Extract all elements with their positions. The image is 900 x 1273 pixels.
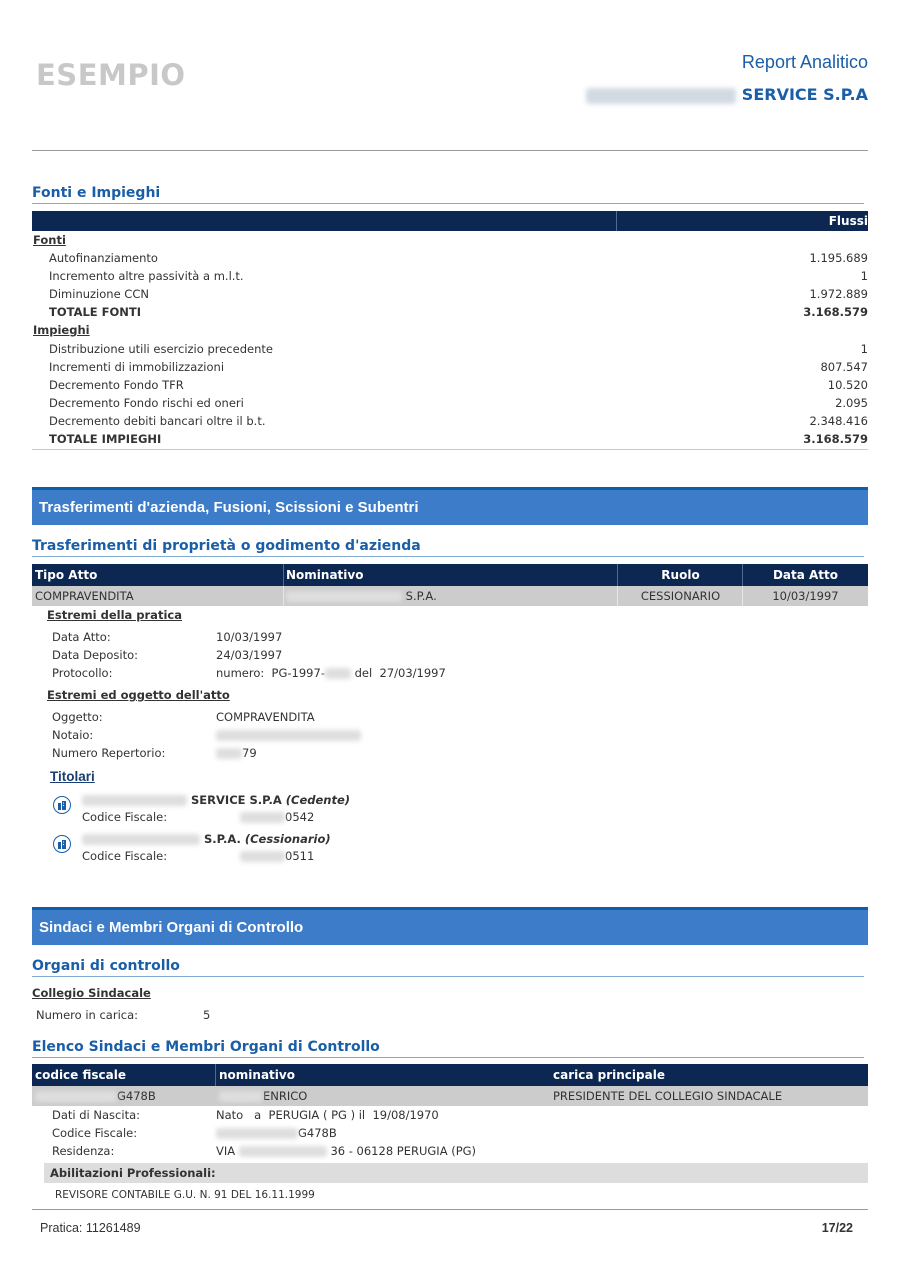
section-title-fonti-impieghi: Fonti e Impieghi: [32, 185, 864, 204]
column-nominativo: nominativo: [219, 1068, 295, 1082]
column-data-atto: Data Atto: [772, 568, 839, 582]
titolari-title: Titolari: [50, 769, 95, 784]
column-tipo-atto: Tipo Atto: [35, 568, 98, 582]
table-row: Incremento altre passività a m.l.t. 1: [49, 269, 868, 283]
watermark: ESEMPIO: [36, 58, 186, 92]
table-row: COMPRAVENDITA S.P.A. CESSIONARIO 10/03/1997: [32, 586, 868, 606]
redacted-repertorio: [216, 748, 242, 760]
abilitazioni-bar: [44, 1163, 868, 1183]
company-suffix: SERVICE S.P.A: [741, 85, 868, 104]
titolare-cf-label: Codice Fiscale:: [82, 849, 168, 863]
total-fonti-row: TOTALE FONTI 3.168.579: [49, 305, 868, 319]
total-impieghi-row: TOTALE IMPIEGHI 3.168.579: [32, 430, 868, 450]
company-name: [586, 85, 868, 104]
table-row: Diminuzione CCN 1.972.889: [49, 287, 868, 301]
table-row: Decremento debiti bancari oltre il b.t. 2.348.416: [49, 414, 868, 428]
numero-carica-value: 5: [203, 1008, 211, 1022]
data-deposito-label: Data Deposito:: [52, 648, 138, 662]
section-title-elenco: Elenco Sindaci e Membri Organi di Controllo: [32, 1039, 864, 1058]
collegio-title: Collegio Sindacale: [32, 986, 151, 1000]
table-row: Distribuzione utili esercizio precedente 1: [49, 342, 868, 356]
titolare-role: (Cedente): [285, 793, 351, 807]
repertorio-value: 79: [216, 746, 257, 760]
table-row: G478B ENRICO PRESIDENTE DEL COLLEGIO SINDACALE: [32, 1086, 868, 1106]
report-title: Report Analitico: [741, 52, 868, 72]
section-band-trasferimenti: Trasferimenti d'azienda, Fusioni, Scissioni e Subentri: [32, 487, 868, 525]
column-flussi: Flussi: [828, 214, 868, 228]
cf-value: G478B: [216, 1126, 337, 1140]
header-divider: [32, 150, 868, 151]
redacted-cf: [240, 851, 285, 863]
redacted-surname: [219, 1091, 263, 1103]
section-title-trasferimenti: Trasferimenti di proprietà o godimento d'azienda: [32, 538, 864, 557]
oggetto-label: Oggetto:: [52, 710, 103, 724]
redacted-notaio: [216, 730, 361, 742]
titolare-cf-value: 0511: [240, 849, 314, 863]
redacted-cf: [216, 1128, 298, 1140]
table-row: Autofinanziamento 1.195.689: [49, 251, 868, 265]
data-atto-label: Data Atto:: [52, 630, 111, 644]
table-row: Decremento Fondo TFR 10.520: [49, 378, 868, 392]
notaio-value: [216, 728, 361, 742]
section-title-organi: Organi di controllo: [32, 958, 864, 977]
numero-carica-label: Numero in carica:: [36, 1008, 139, 1022]
table-header-sindaci: [32, 1064, 868, 1086]
estremi-pratica-title: Estremi della pratica: [47, 608, 182, 622]
titolare-name: SERVICE S.P.A (Cedente): [82, 793, 350, 807]
redacted-company: [586, 88, 736, 104]
titolare-cf-value: 0542: [240, 810, 314, 824]
footer-divider: [32, 1209, 868, 1210]
company-icon: [53, 796, 71, 814]
footer-pratica: Pratica: 11261489: [40, 1221, 141, 1235]
residenza-value: VIA 36 - 06128 PERUGIA (PG): [216, 1144, 477, 1158]
nascita-label: Dati di Nascita:: [52, 1108, 141, 1122]
protocollo-label: Protocollo:: [52, 666, 113, 680]
table-header-flussi: [32, 211, 868, 231]
column-codice-fiscale: codice fiscale: [35, 1068, 126, 1082]
redacted-name: [286, 591, 402, 603]
abilitazioni-value: REVISORE CONTABILE G.U. N. 91 DEL 16.11.1999: [55, 1189, 315, 1201]
redacted-cf: [35, 1091, 117, 1103]
redacted-name: [82, 834, 200, 846]
redacted-cf: [240, 812, 285, 824]
column-carica: carica principale: [553, 1068, 665, 1082]
company-icon: [53, 835, 71, 853]
redacted-number: [325, 668, 351, 680]
footer-page-number: 17/22: [821, 1221, 853, 1235]
group-fonti: Fonti: [33, 233, 66, 247]
redacted-street: [239, 1146, 327, 1158]
titolare-name: S.P.A. (Cessionario): [82, 832, 331, 846]
titolare-role: (Cessionario): [244, 832, 331, 846]
nascita-value: Nato a PERUGIA ( PG ) il 19/08/1970: [216, 1108, 439, 1122]
data-atto-value: 10/03/1997: [216, 630, 283, 644]
cf-label: Codice Fiscale:: [52, 1126, 138, 1140]
notaio-label: Notaio:: [52, 728, 94, 742]
residenza-label: Residenza:: [52, 1144, 115, 1158]
oggetto-value: COMPRAVENDITA: [216, 710, 315, 724]
titolare-cf-label: Codice Fiscale:: [82, 810, 168, 824]
abilitazioni-title: Abilitazioni Professionali:: [50, 1166, 216, 1180]
repertorio-label: Numero Repertorio:: [52, 746, 166, 760]
redacted-name: [82, 795, 187, 807]
data-deposito-value: 24/03/1997: [216, 648, 283, 662]
group-impieghi: Impieghi: [33, 323, 90, 337]
table-row: Decremento Fondo rischi ed oneri 2.095: [49, 396, 868, 410]
table-header-trasferimenti: [32, 564, 868, 586]
section-band-sindaci: Sindaci e Membri Organi di Controllo: [32, 907, 868, 945]
column-ruolo: Ruolo: [661, 568, 700, 582]
estremi-oggetto-title: Estremi ed oggetto dell'atto: [47, 688, 230, 702]
table-row: Incrementi di immobilizzazioni 807.547: [49, 360, 868, 374]
column-nominativo: Nominativo: [286, 568, 364, 582]
protocollo-value: numero: PG-1997- del 27/03/1997: [216, 666, 446, 680]
